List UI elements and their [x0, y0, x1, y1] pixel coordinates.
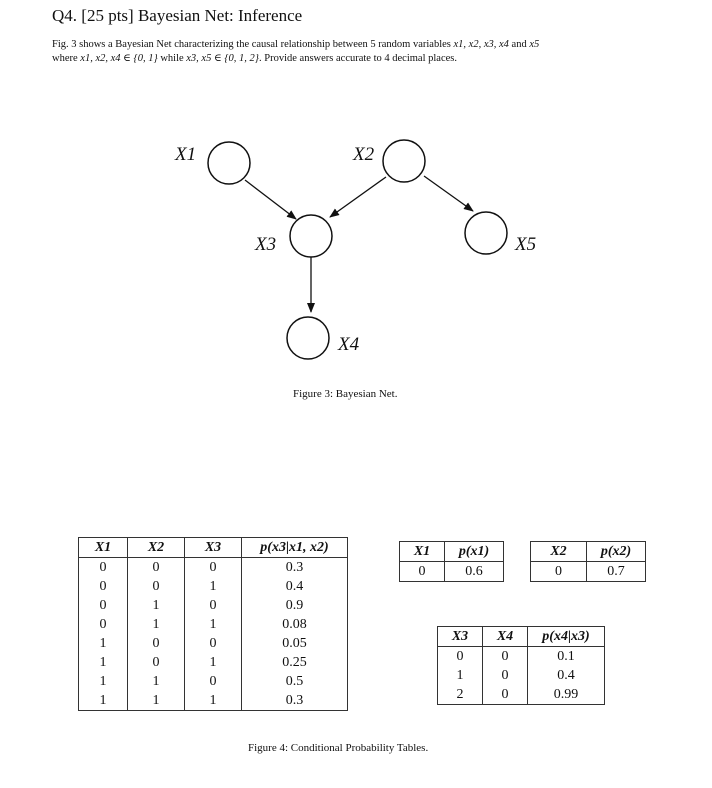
col-p-x2: p(x2): [587, 542, 646, 562]
table-row: [79, 558, 348, 578]
cpt-header-row: [531, 542, 646, 562]
table-cell: 0.25: [242, 653, 348, 672]
table-cell: 0: [99, 560, 107, 575]
table-cell: 0.7: [587, 562, 646, 582]
table-cell: 0: [418, 564, 426, 579]
table-row: [438, 666, 605, 685]
table-row: [79, 672, 348, 691]
table-row: [438, 647, 605, 667]
table-cell: 1: [99, 674, 107, 689]
table-cell: 0: [185, 596, 242, 615]
table-cell: 0: [185, 558, 242, 578]
table-cell: 1: [99, 636, 107, 651]
node-x1: [208, 142, 250, 184]
col-x1: X1: [94, 540, 112, 555]
table-cell: 1: [99, 693, 107, 708]
col-p-x3: p(x3|x1, x2): [242, 538, 348, 558]
col-x1: X1: [413, 544, 431, 559]
cpt-x1: [399, 541, 504, 582]
node-label-x3: X3: [255, 234, 277, 255]
table-cell: 0.3: [242, 691, 348, 711]
table-row: [400, 562, 504, 582]
table-cell: 0: [99, 598, 107, 613]
col-p-x4: p(x4|x3): [528, 627, 605, 647]
col-x3: X3: [185, 538, 242, 558]
table-cell: 1: [185, 691, 242, 711]
table-cell: 1: [128, 691, 185, 711]
figure-4-caption: Figure 4: Conditional Probability Tables.: [248, 742, 429, 754]
node-label-x4: X4: [338, 334, 360, 355]
table-cell: 0.6: [445, 562, 504, 582]
col-x4: X4: [483, 627, 528, 647]
table-cell: 0.4: [242, 577, 348, 596]
table-cell: 0: [555, 564, 562, 579]
cpt-header-row: [79, 538, 348, 558]
col-p-x1: p(x1): [445, 542, 504, 562]
cpt-x2: [530, 541, 646, 582]
table-cell: 2: [456, 687, 464, 702]
table-cell: 0.5: [242, 672, 348, 691]
table-cell: 0.3: [242, 558, 348, 578]
table-cell: 0.05: [242, 634, 348, 653]
intro-text: . Provide answers accurate to 4 decimal places.: [259, 53, 457, 64]
col-x2: X2: [128, 538, 185, 558]
node-label-x1: X1: [175, 144, 197, 165]
intro-text: where: [52, 53, 81, 64]
table-cell: 1: [456, 668, 464, 683]
question-heading: Q4. [25 pts] Bayesian Net: Inference: [52, 6, 303, 25]
table-cell: 0: [483, 666, 528, 685]
table-cell: 0.9: [242, 596, 348, 615]
intro-math: x5: [529, 39, 540, 50]
table-cell: 0: [185, 672, 242, 691]
cpt-x3-given-x1-x2: [78, 537, 348, 711]
edge-x2-x5: [424, 176, 473, 211]
table-row: [79, 653, 348, 672]
table-row: [79, 691, 348, 711]
table-cell: 1: [185, 577, 242, 596]
col-x2: X2: [550, 544, 567, 559]
col-x3: X3: [451, 629, 469, 644]
table-cell: 0: [128, 577, 185, 596]
table-cell: 1: [99, 655, 107, 670]
intro-text: while: [157, 53, 187, 64]
table-row: [79, 577, 348, 596]
table-cell: 0.4: [528, 666, 605, 685]
cpt-header-row: [400, 542, 504, 562]
intro-text: and: [508, 39, 530, 50]
table-cell: 0: [99, 617, 107, 632]
table-cell: 0.1: [528, 647, 605, 667]
table-cell: 0: [128, 634, 185, 653]
edge-x2-x3: [330, 177, 386, 217]
table-cell: 1: [185, 653, 242, 672]
table-cell: 0: [483, 685, 528, 705]
table-cell: 0: [456, 649, 464, 664]
table-cell: 1: [128, 615, 185, 634]
edge-x1-x3: [245, 180, 296, 219]
node-x2: [383, 140, 425, 182]
table-cell: 0: [483, 647, 528, 667]
node-x5: [465, 212, 507, 254]
node-label-x2: X2: [353, 144, 375, 165]
table-cell: 0: [128, 653, 185, 672]
table-row: [79, 634, 348, 653]
table-row: [79, 596, 348, 615]
intro-text: Fig. 3 shows a Bayesian Net characterizing the causal relationship between 5 random variables: [52, 39, 454, 50]
table-cell: 0: [128, 558, 185, 578]
intro-math: x3, x5 ∈ {0, 1, 2}: [186, 53, 260, 64]
node-label-x5: X5: [515, 234, 537, 255]
cpt-header-row: [438, 627, 605, 647]
node-x4: [287, 317, 329, 359]
node-x3: [290, 215, 332, 257]
cpt-x4-given-x3: [437, 626, 605, 705]
table-row: [438, 685, 605, 705]
table-cell: 0.99: [528, 685, 605, 705]
figure-3-caption: Figure 3: Bayesian Net.: [293, 388, 398, 400]
table-row: [79, 615, 348, 634]
table-row: [531, 562, 646, 582]
table-cell: 0: [99, 579, 107, 594]
intro-math: x1, x2, x3, x4: [453, 39, 509, 50]
intro-math: x1, x2, x4 ∈ {0, 1}: [80, 53, 158, 64]
table-cell: 1: [128, 672, 185, 691]
table-cell: 0.08: [242, 615, 348, 634]
table-cell: 1: [185, 615, 242, 634]
table-cell: 1: [128, 596, 185, 615]
table-cell: 0: [185, 634, 242, 653]
